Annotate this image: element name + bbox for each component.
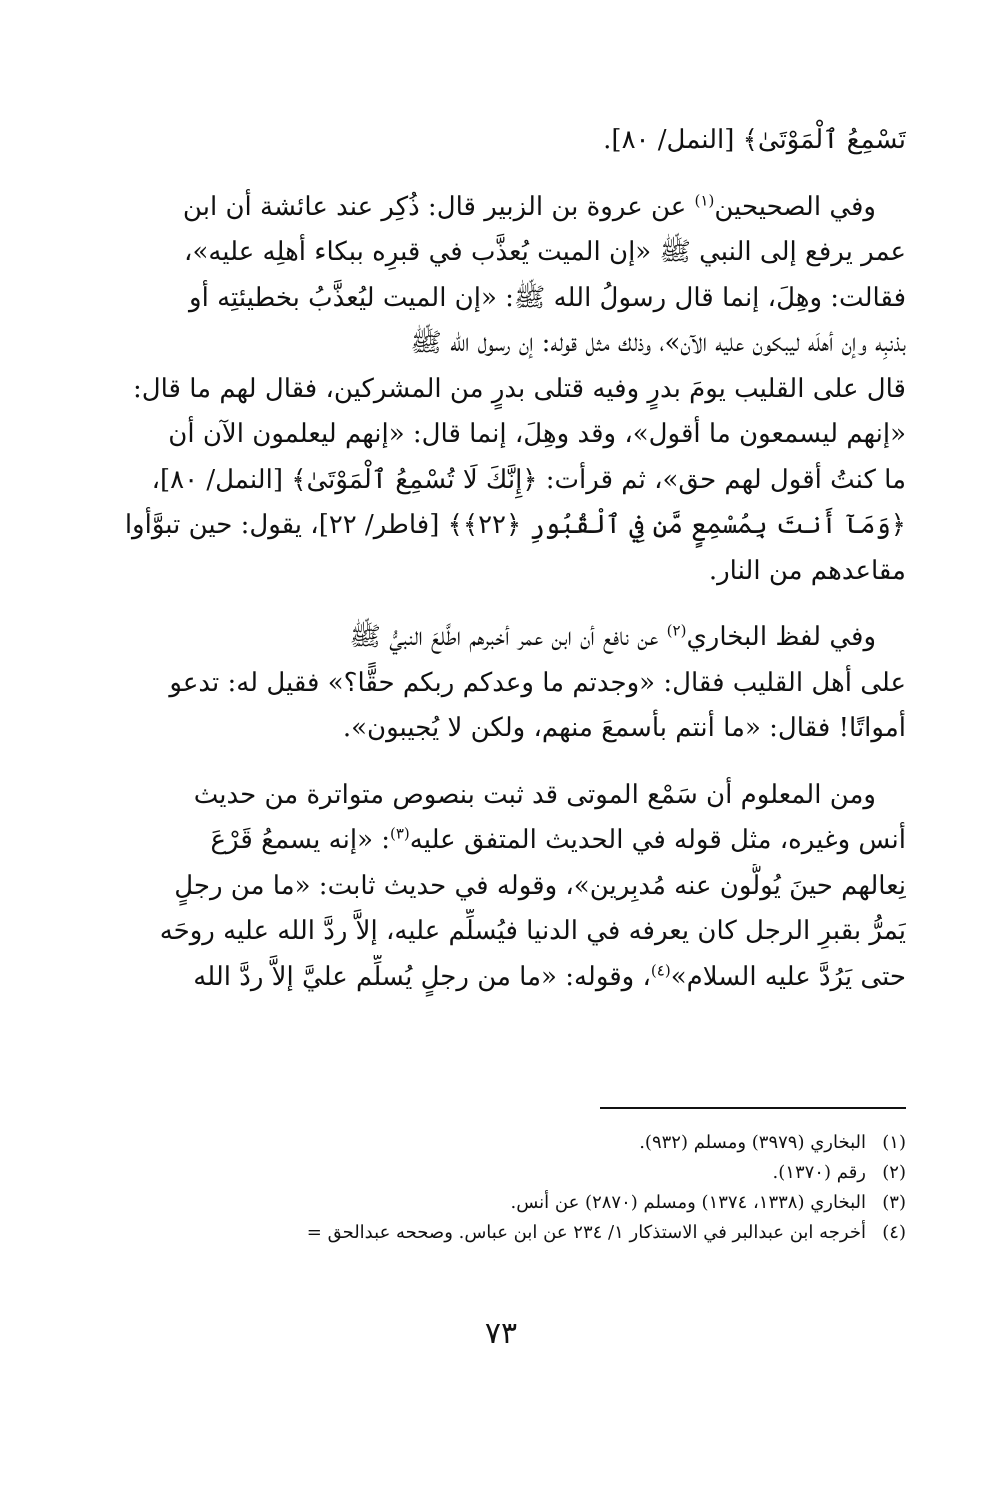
footnote-number: (١) (882, 1132, 906, 1153)
text-line: ما كنتُ أقول لهم حق»، ثم قرأت: ﴿إِنَّكَ لَا تُسْمِعُ ٱلْمَوْتَىٰ﴾ [النمل/ ٨٠]، (151, 464, 906, 495)
text-line (112, 615, 906, 661)
footnote-number: (٣) (882, 1192, 906, 1213)
footnote-number: (٢) (882, 1162, 906, 1183)
text-line: فقالت: وهِلَ، إنما قال رسولُ الله ﷺ: «إن الميت ليُعذَّبُ بخطيئتِه أو (189, 282, 906, 313)
footnote (112, 1188, 906, 1218)
text-line: مقاعدهم من النار. (708, 555, 906, 586)
text-line: نِعالهم حينَ يُولُّون عنه مُدبِرين»، وقوله في حديث ثابت: «ما من رجلٍ (174, 870, 906, 901)
text-line (112, 185, 906, 231)
text-line: ومن المعلوم أن سَمْع الموتى قد ثبت بنصوص متواترة من حديث (193, 779, 876, 810)
text-segment: أنس وغيره، مثل قوله في الحديث المتفق عليه (409, 825, 906, 855)
text-line (112, 818, 906, 864)
page-number: ٧٣ (484, 1316, 518, 1351)
text-segment: عن عروة بن الزبير قال: ذُكِر عند عائشة أن ابن (182, 191, 695, 222)
footnote-text: البخاري (١٣٣٨، ١٣٧٤) ومسلم (٢٨٧٠) عن أنس. (510, 1192, 866, 1213)
text-line: ﴿وَمَآ أَنتَ بِمُسْمِعٍ مَّن فِي ٱلْقُبُورِ ﴿٢٢﴾﴾ [فاطر/ ٢٢]، يقول: حين تبوَّأوا (124, 510, 906, 540)
text-line: «إنهم ليسمعون ما أقول»، وقد وهِلَ، إنما قال: «إنهم ليعلمون الآن أن (168, 419, 906, 449)
footnote-text: أخرجه ابن عبدالبر في الاستذكار ١/ ٢٣٤ عن ابن عباس. وصححه عبدالحق = (306, 1222, 866, 1243)
text-segment: : «إنه يسمعُ قَرْعَ (210, 825, 390, 855)
text-line: عمر يرفع إلى النبي ﷺ «إن الميت يُعذَّب في قبرِه ببكاء أهلِه عليه»، (184, 237, 906, 267)
footnote-text: رقم (١٣٧٠). (772, 1162, 866, 1183)
paragraph-aisha-hadith (112, 185, 906, 595)
text-segment: وفي الصحيحين (714, 191, 876, 222)
footnote-text: البخاري (٣٩٧٩) ومسلم (٩٣٢). (639, 1132, 866, 1153)
footnote (112, 1158, 906, 1188)
text-segment: عن نافع أن ابن عمر أخبرهم اطَّلعَ النبيُّ ﷺ (349, 622, 667, 652)
footnote-separator (600, 1107, 906, 1109)
text-line: بذنبِه وإن أهلَه ليبكون عليه الآن»، وذلك مثل قوله: إن رسول الله ﷺ (410, 328, 906, 358)
paragraph-bukhari-wording (112, 615, 906, 752)
paragraph-hearing-of-dead (112, 773, 906, 1001)
footnote-marker: (٣) (390, 824, 410, 843)
footnote-number: (٤) (882, 1222, 906, 1243)
main-text (112, 118, 906, 1021)
footnote (112, 1218, 906, 1248)
footnote (112, 1128, 906, 1158)
footnote-marker: (١) (694, 190, 715, 209)
footnote-marker: (٢) (666, 621, 687, 640)
text-line: قال على القليب يومَ بدرٍ وفيه قتلى بدرٍ من المشركين، فقال لهم ما قال: (132, 373, 906, 404)
footnote-marker: (٤) (650, 960, 671, 979)
text-segment: حتى يَرُدَّ عليه السلام» (670, 961, 906, 992)
text-line (112, 955, 906, 1001)
paragraph-continuation (112, 118, 906, 164)
text-line: أمواتًا! فقال: «ما أنتم بأسمعَ منهم، ولكن لا يُجيبون». (342, 713, 906, 743)
text-line: على أهل القليب فقال: «وجدتم ما وعدكم ربكم حقًّا؟» فقيل له: تدعو (169, 667, 906, 698)
text-segment: ، وقوله: «ما من رجلٍ يُسلِّم عليَّ إلاَّ ردَّ الله (193, 961, 651, 992)
text-line: يَمرُّ بقبرِ الرجل كان يعرفه في الدنيا فيُسلِّم عليه، إلاَّ ردَّ الله عليه روحَه (159, 916, 906, 946)
text-segment: وفي لفظ البخاري (686, 622, 876, 652)
footnotes (112, 1128, 906, 1248)
text-line: تَسْمِعُ ٱلْمَوْتَىٰ﴾ [النمل/ ٨٠]. (603, 125, 906, 155)
